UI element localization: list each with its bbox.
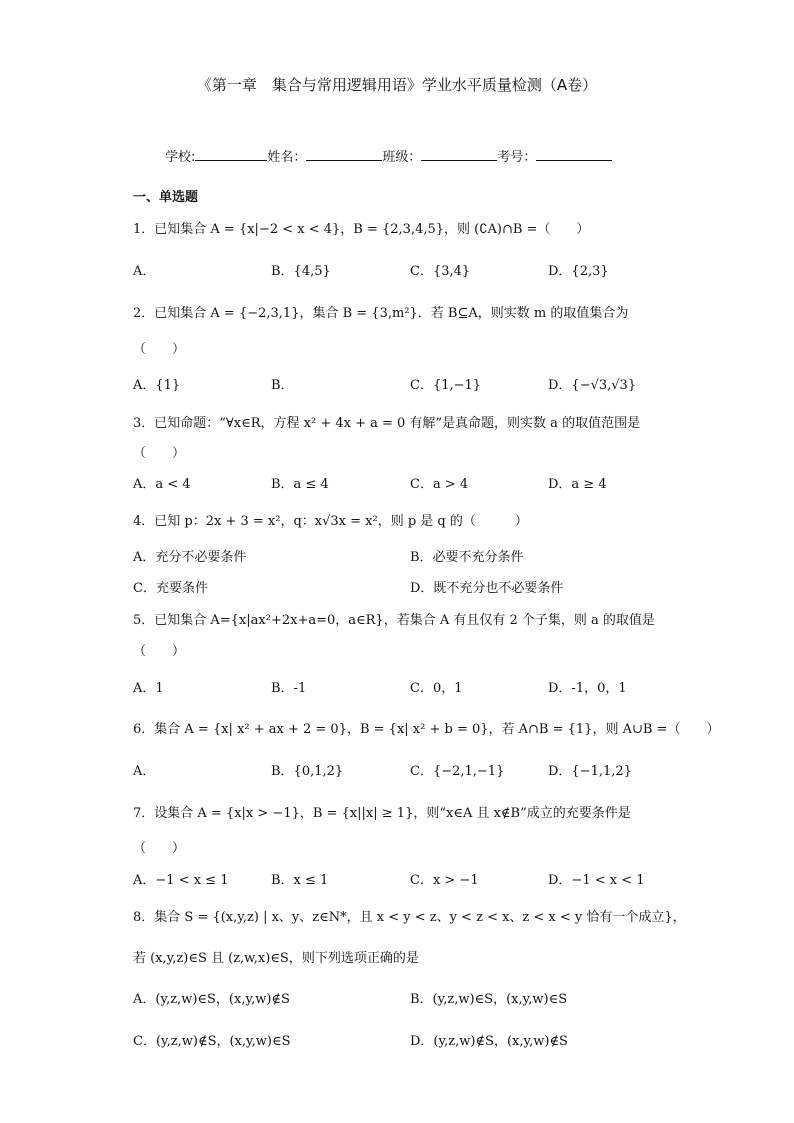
school-label: 学校: [165,150,196,165]
question-6-stem: 6．集合 A = {x| x² + ax + 2 = 0}，B = {x| x² + b = 0}，若 A∩B = {1}，则 A∪B =（ ） [133,722,720,737]
question-8-option-a: A．(y,z,w)∈S，(x,y,w)∉S [133,992,290,1007]
question-8-option-d: D．(y,z,w)∉S，(x,y,w)∉S [410,1034,568,1049]
question-3-option-a: A．a < 4 [133,477,191,492]
question-7-option-b: B．x ≤ 1 [271,873,329,888]
question-3-option-d: D．a ≥ 4 [548,477,607,492]
question-6-option-d: D．{−1,1,2} [548,764,632,779]
question-8-stem: 8．集合 S = {(x,y,z) | x、y、z∈N*，且 x < y < z、y < z < x、z < x < y 恰有一个成立}， [133,910,686,925]
question-7-stem: 7．设集合 A = {x|x > −1}，B = {x||x| ≥ 1}，则“x∈A 且 x∉B”成立的充要条件是 [133,806,631,821]
question-3-stem: 3．已知命题：“∀x∈R，方程 x² + 4x + a = 0 有解”是真命题，则实数 a 的取值范围是 [133,416,641,431]
page-title: 《第一章 集合与常用逻辑用语》学业水平质量检测（A卷） [196,76,598,94]
question-7-option-d: D．−1 < x < 1 [548,873,645,888]
name-label: 姓名： [267,150,307,165]
question-2-option-c: C．{1,−1} [410,378,482,393]
student-info-row [165,146,612,165]
question-8-option-c: C．(y,z,w)∉S，(x,y,w)∈S [133,1034,291,1049]
question-1-stem: 1．已知集合 A = {x|−2 < x < 4}，B = {2,3,4,5}，则 (∁A)∩B =（ ） [133,222,590,237]
question-6-option-a: A． [133,764,156,779]
question-4-option-a: A．充分不必要条件 [133,550,247,565]
class-label: 班级： [382,150,422,165]
question-5-option-a: A．1 [133,681,164,696]
question-2-option-a: A．{1} [133,378,181,393]
school-blank [195,148,267,161]
question-6-option-b: B．{0,1,2} [271,764,344,779]
question-1-option-c: C．{3,4} [410,264,471,279]
question-2-stem: 2．已知集合 A = {−2,3,1}，集合 B = {3,m²}．若 B⊆A，则实数 m 的取值集合为 [133,306,629,321]
question-8-stem-cont: 若 (x,y,z)∈S 且 (z,w,x)∈S，则下列选项正确的是 [133,951,419,966]
question-5-stem: 5．已知集合 A={x|ax²+2x+a=0，a∈R}，若集合 A 有且仅有 2 个子集，则 a 的取值是 [133,613,655,628]
question-3-stem-cont: （ ） [133,446,186,461]
question-2-stem-cont: （ ） [133,342,186,357]
question-7-stem-cont: （ ） [133,841,186,856]
question-2-option-b: B． [271,378,294,393]
question-2-option-d: D．{−√3,√3} [548,378,637,393]
question-3-option-b: B．a ≤ 4 [271,477,329,492]
class-blank [421,148,497,161]
question-4-stem: 4．已知 p：2x + 3 = x²，q：x√3x = x²，则 p 是 q 的（ ） [133,514,528,529]
question-4-option-d: D．既不充分也不必要条件 [410,581,564,596]
question-7-option-a: A．−1 < x ≤ 1 [133,873,229,888]
question-1-option-d: D．{2,3} [548,264,609,279]
question-7-option-c: C．x > −1 [410,873,479,888]
question-5-option-b: B．-1 [271,681,307,696]
id-blank [536,148,612,161]
question-8-option-b: B．(y,z,w)∈S，(x,y,w)∈S [410,992,568,1007]
question-4-option-b: B．必要不充分条件 [410,550,524,565]
question-4-option-c: C．充要条件 [133,581,208,596]
question-5-option-d: D．-1，0，1 [548,681,627,696]
question-5-stem-cont: （ ） [133,644,186,659]
id-label: 考号： [497,150,537,165]
question-3-option-c: C．a > 4 [410,477,469,492]
section-heading: 一、单选题 [133,190,199,205]
name-blank [306,148,382,161]
question-1-option-b: B．{4,5} [271,264,331,279]
question-1-option-a: A． [133,264,156,279]
question-6-option-c: C．{−2,1,−1} [410,764,505,779]
question-5-option-c: C．0，1 [410,681,463,696]
